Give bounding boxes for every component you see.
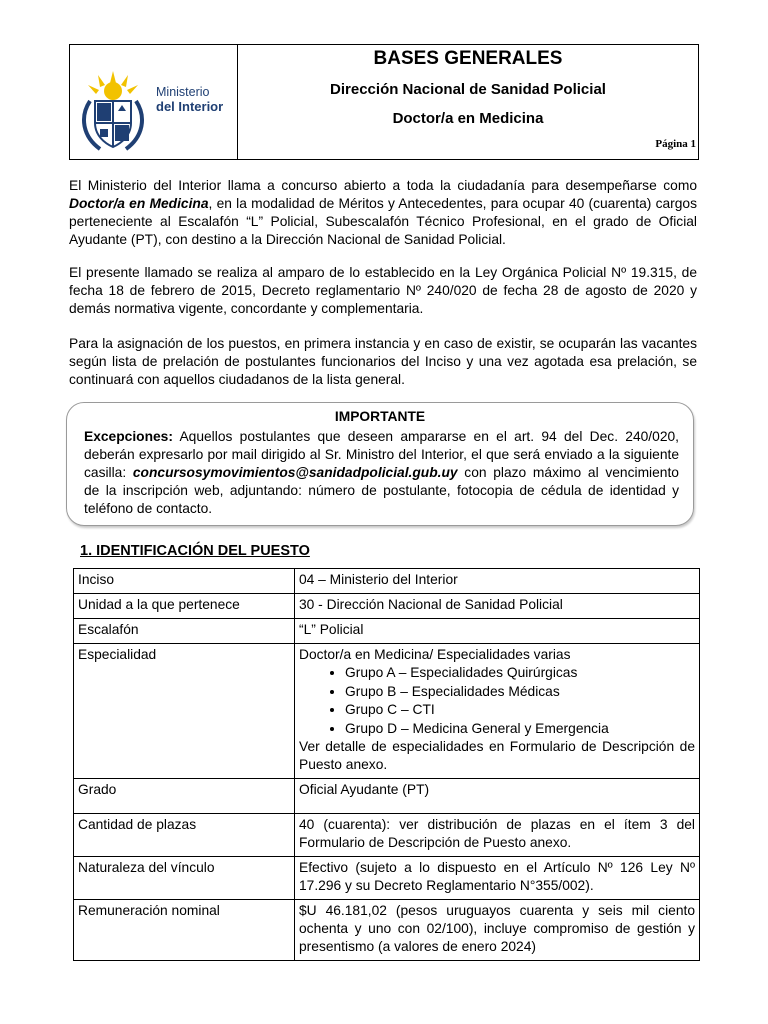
- row-key: Unidad a la que pertenece: [74, 594, 295, 619]
- row-key: Naturaleza del vínculo: [74, 857, 295, 900]
- position-name: Doctor/a en Medicina: [69, 196, 209, 211]
- row-value: 40 (cuarenta): ver distribución de plazas en el ítem 3 del Formulario de Descripción de Puesto anexo.: [295, 814, 700, 857]
- page-title: BASES GENERALES: [373, 48, 563, 69]
- list-item: • Grupo B – Especialidades Médicas: [345, 683, 695, 702]
- specialty-value: Doctor/a en Medicina/ Especialidades varias: [299, 647, 571, 662]
- specialty-group-list: [299, 664, 695, 738]
- table-row: [74, 594, 700, 619]
- paragraph-call-b: , en la modalidad de Méritos y Antecedentes, para ocupar 40 (cuarenta) cargos perteneciente al Escalafón “L” Policial, Subescalafón Técnico Profesional, en el grado de Oficial Ayudante (PT), con destino a la Dirección Nacional de Sanidad Policial.: [69, 196, 697, 247]
- paragraph-call-a: El Ministerio del Interior llama a concurso abierto a toda la ciudadanía para desempeñarse como: [69, 178, 697, 193]
- row-value-specialty: [295, 644, 700, 779]
- exceptions-label: Excepciones:: [84, 429, 173, 444]
- page-number: Página 1: [655, 138, 696, 150]
- logo-text-del-interior: del Interior: [156, 99, 224, 114]
- table-row: [74, 569, 700, 594]
- row-key: Grado: [74, 779, 295, 814]
- row-key: Inciso: [74, 569, 295, 594]
- row-key: Remuneración nominal: [74, 900, 295, 961]
- row-key: Escalafón: [74, 619, 295, 644]
- important-text-a: Aquellos postulantes que deseen ampararse en el art. 94 del Dec. 240/020, deberán expresarlo por mail dirigido al Sr. Ministro del Interior, el que será enviado a la siguiente casilla:: [84, 429, 679, 480]
- header-subtitle-direction: Dirección Nacional de Sanidad Policial: [330, 81, 606, 98]
- uruguay-coat-of-arms-icon: [78, 71, 148, 155]
- header-titles: [238, 45, 698, 159]
- row-value: 30 - Dirección Nacional de Sanidad Policial: [295, 594, 700, 619]
- list-item: • Grupo D – Medicina General y Emergencia: [345, 720, 695, 739]
- important-notice-box: [66, 402, 694, 526]
- paragraph-legal-basis: El presente llamado se realiza al amparo de lo establecido en la Ley Orgánica Policial Nº 19.315, de fecha 18 de febrero de 2015, Decreto reglamentario Nº 240/020 de fecha 28 de agosto de 2020 y demás normativa vigente, concordante y complementaria.: [69, 265, 697, 316]
- paragraph-assignment: Para la asignación de los puestos, en primera instancia y en caso de existir, se ocuparán las vacantes según lista de prelación de postulantes funcionarios del Inciso y una vez agotada esa prelación, se continuará con aquellos ciudadanos de la lista general.: [69, 336, 697, 387]
- identification-table: [73, 568, 700, 961]
- row-value: 04 – Ministerio del Interior: [295, 569, 700, 594]
- table-row: [74, 857, 700, 900]
- list-item: • Grupo A – Especialidades Quirúrgicas: [345, 664, 695, 683]
- header-subtitle-position: Doctor/a en Medicina: [392, 110, 544, 127]
- table-row: [74, 900, 700, 961]
- row-key: Especialidad: [74, 644, 295, 779]
- row-value: “L” Policial: [295, 619, 700, 644]
- row-value: Efectivo (sujeto a lo dispuesto en el Artículo Nº 126 Ley Nº 17.296 y su Decreto Reglamentario N°355/002).: [295, 857, 700, 900]
- section-heading-identification: 1. IDENTIFICACIÓN DEL PUESTO: [80, 543, 310, 559]
- table-row: [74, 779, 700, 814]
- important-text-b: con plazo máximo al vencimiento de la inscripción web, adjuntando: número de postulante, fotocopia de cédula de identidad y teléfono de contacto.: [84, 465, 679, 516]
- paragraph-call: [69, 177, 697, 249]
- important-text: [84, 428, 679, 518]
- logo-text-ministerio: Ministerio: [156, 85, 210, 99]
- table-row: [74, 644, 700, 779]
- document-header: [69, 44, 699, 160]
- list-item: • Grupo C – CTI: [345, 701, 695, 720]
- table-row: [74, 619, 700, 644]
- specialty-note: Ver detalle de especialidades en Formulario de Descripción de Puesto anexo.: [299, 739, 695, 772]
- important-title: IMPORTANTE: [334, 409, 426, 424]
- row-value: Oficial Ayudante (PT): [295, 779, 700, 814]
- contact-email: concursosymovimientos@sanidadpolicial.gub.uy: [132, 465, 458, 480]
- table-row: [74, 814, 700, 857]
- row-key: Cantidad de plazas: [74, 814, 295, 857]
- row-value: $U 46.181,02 (pesos uruguayos cuarenta y seis mil ciento ochenta y uno con 02/100), incluye compromiso de gestión y presentismo (a valores de enero 2024): [295, 900, 700, 961]
- ministry-logo: [70, 45, 238, 159]
